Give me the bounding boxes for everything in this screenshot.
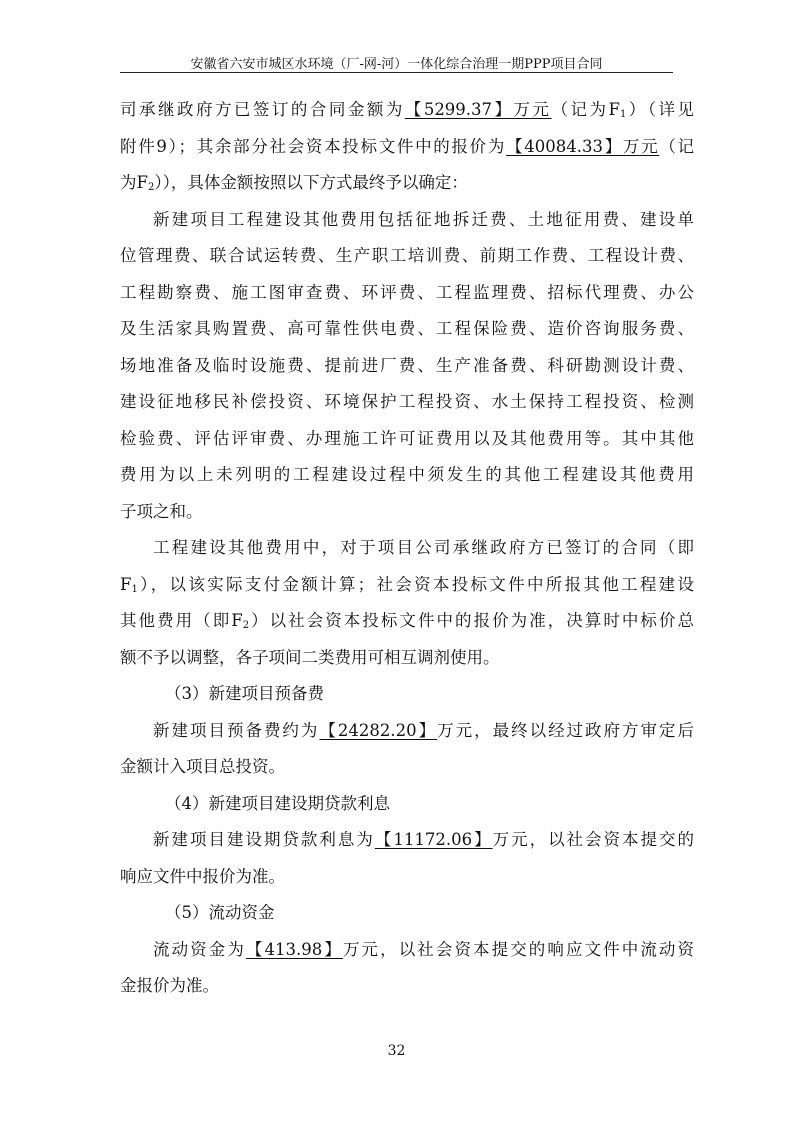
- para2-line: 检验费、评估评审费、办理施工许可证费用以及其他费用等。其中其他: [120, 428, 694, 448]
- amount-working-capital: 【413.98】: [245, 939, 343, 959]
- amount-contract: 【5299.37】万元: [404, 100, 552, 119]
- amount-reserve: 【24282.20】: [319, 720, 438, 740]
- para1-line1: 司承继政府方已签订的合同金额为【5299.37】万元（记为$F_1$）（详见: [120, 100, 695, 120]
- header-rule: [120, 72, 673, 73]
- document-header: 安徽省六安市城区水环境（厂-网-河）一体化综合治理一期PPP项目合同: [190, 57, 603, 72]
- amount-bid: 【40084.33】万元: [506, 136, 660, 156]
- para2-line-last: 子项之和。: [120, 501, 203, 521]
- para3-line1: 工程建设其他费用中，对于项目公司承继政府方已签订的合同（即: [153, 538, 694, 557]
- sec3-line2: 金额计入项目总投资。: [120, 757, 285, 776]
- sec5-line1: 流动资金为【413.98】万元，以社会资本提交的响应文件中流动资: [153, 939, 695, 959]
- para2-line: 费用为以上未列明的工程建设过程中须发生的其他工程建设其他费用: [120, 465, 694, 484]
- amount-interest: 【11172.06】: [374, 830, 493, 849]
- para2-line: 新建项目工程建设其他费用包括征地拆迁费、土地征用费、建设单: [153, 209, 694, 229]
- para1-line3: 为$F_2$）），具体金额按照以下方式最终予以确定：: [120, 173, 468, 193]
- para2-line: 建设征地移民补偿投资、环境保护工程投资、水土保持工程投资、检测: [120, 392, 694, 411]
- document-body: [120, 92, 694, 1005]
- para1-line2: 附件9）；其余部分社会资本投标文件中的报价为【40084.33】万元（记: [120, 136, 695, 156]
- section-heading-5: （5）流动资金: [165, 903, 275, 922]
- section-heading-3: （3）新建项目预备费: [165, 684, 324, 703]
- sec3-line1: 新建项目预备费约为【24282.20】万元，最终以经过政府方审定后: [153, 720, 695, 740]
- para2-line: 位管理费、联合试运转费、生产职工培训费、前期工作费、工程设计费、: [120, 246, 694, 265]
- para3-line4: 额不予以调整，各子项间二类费用可相互调剂使用。: [120, 647, 500, 667]
- sec5-line2: 金报价为准。: [120, 976, 219, 995]
- para2-line: 及生活家具购置费、高可靠性供电费、工程保险费、造价咨询服务费、: [120, 319, 694, 338]
- para3-line3: 其他费用（即$F_2$）以社会资本投标文件中的报价为准，决算时中标价总: [120, 611, 694, 631]
- para2-line: 工程勘察费、施工图审查费、环评费、工程监理费、招标代理费、办公: [120, 282, 694, 302]
- para2-line: 场地准备及临时设施费、提前进厂费、生产准备费、科研勘测设计费、: [120, 355, 694, 375]
- page-number: 32: [387, 1043, 406, 1059]
- sec4-line2: 响应文件中报价为准。: [120, 866, 285, 886]
- sec4-line1: 新建项目建设期贷款利息为【11172.06】万元，以社会资本提交的: [153, 830, 695, 849]
- para3-line2: $F_1$），以该实际支付金额计算；社会资本投标文件中所报其他工程建设: [120, 574, 694, 595]
- section-heading-4: （4）新建项目建设期贷款利息: [165, 793, 390, 813]
